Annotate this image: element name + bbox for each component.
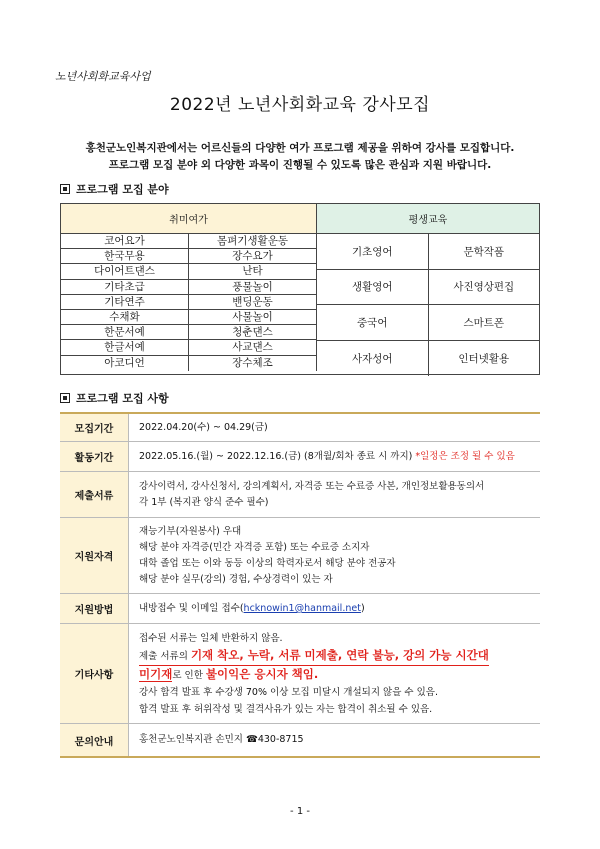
- etc-line: 접수된 서류는 일체 반환하지 않음.: [139, 632, 283, 644]
- etc-warning: 불이익은 응시자 책임.: [205, 666, 319, 681]
- hobby-cell: 사교댄스: [232, 341, 273, 354]
- lifelong-cell: 생활영어: [317, 270, 429, 305]
- hobby-list: [61, 234, 317, 371]
- lifelong-header: 평생교육: [317, 204, 539, 234]
- section-heading-fields: [60, 181, 169, 197]
- contact-value: 홍천군노인복지관 손민지 ☎430-8715: [139, 734, 304, 745]
- hobby-cell: 장수체조: [232, 356, 273, 369]
- hobby-cell: 몸펴기생활운동: [216, 235, 288, 247]
- page-title: 2022년 노년사회화교육 강사모집: [169, 95, 431, 115]
- etc-text: 로 인한: [172, 669, 206, 681]
- lifelong-cell: 스마트폰: [463, 316, 505, 329]
- hobby-row: [61, 295, 316, 310]
- category-label: 노년사회화교육사업: [55, 70, 151, 83]
- hobby-cell: 기타연주: [61, 295, 189, 309]
- hobby-cell: 풍물놀이: [232, 280, 273, 293]
- hobby-cell: 한문서예: [61, 325, 189, 339]
- hobby-cell: 사물놀이: [232, 310, 273, 323]
- qual-line: 대학 졸업 또는 이와 동등 이상의 학력자로서 해당 분야 전공자: [139, 557, 396, 569]
- row-label: 기타사항: [60, 624, 129, 723]
- hobby-row: [61, 264, 316, 279]
- hobby-row: [61, 249, 316, 264]
- docs-line: 강사이력서, 강사신청서, 강의계획서, 자격증 또는 수료증 사본, 개인정보활용동의서: [139, 480, 485, 492]
- row-label: 지원방법: [60, 594, 129, 623]
- email-link[interactable]: hcknowin1@hanmail.net: [243, 603, 361, 614]
- page-number: - 1 -: [290, 806, 310, 817]
- lifelong-cell: 사자성어: [317, 341, 429, 377]
- qual-line: 해당 분야 실무(강의) 경험, 수상경력이 있는 자: [139, 573, 333, 585]
- etc-text: 제출 서류의: [139, 650, 191, 662]
- etc-value: [129, 624, 499, 723]
- hobby-cell: 한국무용: [61, 249, 189, 263]
- etc-line: 합격 발표 후 허위작성 및 결격사유가 있는 자는 합격이 취소될 수 있음.: [139, 703, 433, 715]
- section-title: 프로그램 모집 사항: [76, 392, 169, 405]
- hobby-row: [61, 340, 316, 355]
- etc-warning: 미기재: [139, 666, 173, 681]
- etc-line: [139, 647, 489, 666]
- lifelong-row: [317, 234, 539, 270]
- docs-line: 각 1부 (복지관 양식 준수 필수): [139, 496, 269, 508]
- docs-value: [129, 472, 494, 517]
- etc-warning: 기재 착오, 누락, 서류 미제출, 연락 불능, 강의 가능 시간대: [190, 647, 489, 662]
- row-etc: [60, 624, 540, 724]
- method-prefix: 내방접수 및 이메일 접수(: [139, 603, 244, 614]
- recruit-table: [60, 412, 540, 758]
- hobby-row: [61, 310, 316, 325]
- hobby-cell: 아코디언: [61, 356, 189, 371]
- intro-line-1: 홍천군노인복지관에서는 어르신들의 다양한 여가 프로그램 제공을 위하여 강사를 모집합니다.: [85, 142, 515, 154]
- activity-note: *일정은 조정 될 수 있음: [415, 451, 515, 462]
- lifelong-cell: 문학작품: [463, 245, 505, 258]
- row-contact: [60, 724, 540, 756]
- lifelong-cell: 사진영상편집: [453, 281, 515, 294]
- hobby-cell: 기타초급: [61, 280, 189, 294]
- hobby-cell: 난타: [242, 265, 263, 278]
- hobby-cell: 수채화: [61, 310, 189, 324]
- row-label: 제출서류: [60, 472, 129, 517]
- section-heading-recruit: [60, 390, 169, 406]
- row-label: 활동기간: [60, 442, 129, 471]
- qual-line: 해당 분야 자격증(민간 자격증 포함) 또는 수료증 소지자: [139, 541, 370, 553]
- hobby-cell: 코어요가: [61, 234, 189, 248]
- qualification-value: [129, 518, 406, 593]
- etc-line: 강사 합격 발표 후 수강생 70% 이상 모집 미달시 개설되지 않을 수 있음.: [139, 686, 438, 698]
- row-qualification: [60, 518, 540, 594]
- fields-table: [60, 203, 540, 375]
- section-title: 프로그램 모집 분야: [76, 183, 169, 196]
- row-method: [60, 594, 540, 624]
- hobby-cell: 청춘댄스: [232, 326, 273, 339]
- square-bullet-icon: [60, 393, 70, 403]
- hobby-cell: 다이어트댄스: [61, 264, 189, 278]
- lifelong-row: [317, 270, 539, 306]
- hobby-header: 취미여가: [61, 204, 317, 234]
- lifelong-row: [317, 341, 539, 377]
- lifelong-cell: 기초영어: [317, 234, 429, 269]
- hobby-row: [61, 234, 316, 249]
- row-period: [60, 414, 540, 442]
- lifelong-cell: 중국어: [317, 305, 429, 340]
- row-label: 지원자격: [60, 518, 129, 593]
- method-value: [129, 594, 375, 623]
- activity-text: 2022.05.16.(월) ~ 2022.12.16.(금) (8개월/회차 종료 시 까지): [139, 451, 413, 462]
- hobby-cell: 밴딩운동: [232, 295, 273, 308]
- lifelong-cell: 인터넷활용: [458, 352, 510, 365]
- period-value: 2022.04.20(수) ~ 04.29(금): [139, 421, 268, 433]
- row-activity: [60, 442, 540, 472]
- method-suffix: ): [360, 603, 365, 614]
- hobby-row: [61, 356, 316, 371]
- lifelong-row: [317, 305, 539, 341]
- intro-line-2: 프로그램 모집 분야 외 다양한 과목이 진행될 수 있도록 많은 관심과 지원 바랍니다.: [108, 159, 492, 171]
- etc-line: [139, 666, 489, 684]
- lifelong-list: [317, 234, 539, 376]
- hobby-row: [61, 325, 316, 340]
- hobby-cell: 한글서예: [61, 340, 189, 354]
- row-label: 문의안내: [60, 724, 129, 756]
- row-docs: [60, 472, 540, 518]
- hobby-cell: 장수요가: [232, 250, 273, 263]
- qual-line: 재능기부(자원봉사) 우대: [139, 525, 242, 537]
- row-label: 모집기간: [60, 414, 129, 441]
- hobby-row: [61, 280, 316, 295]
- square-bullet-icon: [60, 184, 70, 194]
- activity-value: [129, 442, 525, 471]
